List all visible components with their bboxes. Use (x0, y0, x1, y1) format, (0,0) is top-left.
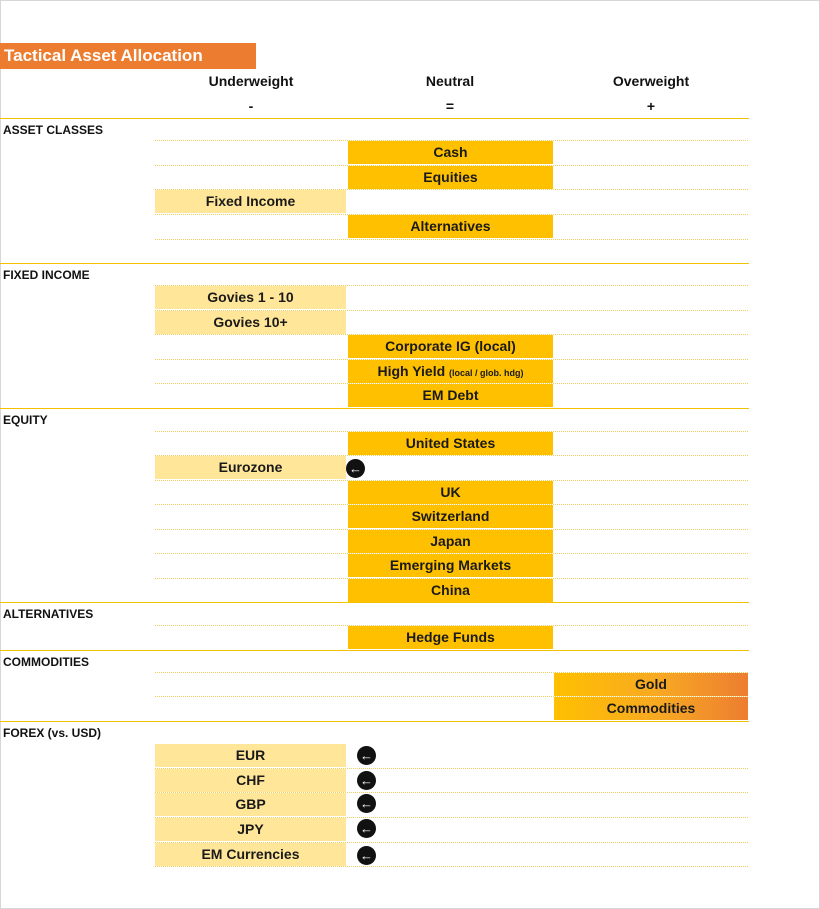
allocation-united-states: United States (348, 432, 553, 455)
allocation-gold: Gold (554, 673, 748, 696)
high-yield-note: (local / glob. hdg) (449, 368, 524, 378)
arrow-left-circle-icon: ← (357, 846, 376, 865)
column-sign-overweight: + (646, 98, 656, 114)
section-separator (0, 408, 749, 409)
arrow-left-circle-icon: ← (357, 746, 376, 765)
arrow-left-circle-icon: ← (357, 794, 376, 813)
allocation-govies-1-10: Govies 1 - 10 (155, 286, 346, 309)
allocation-eur: EUR (155, 744, 346, 767)
section-separator (0, 650, 749, 651)
section-label-commodities: COMMODITIES (3, 655, 89, 669)
row-guide-line (155, 866, 748, 867)
arrow-left-circle-icon: ← (346, 459, 365, 478)
section-label-fixed-income: FIXED INCOME (3, 268, 90, 282)
allocation-fixed-income: Fixed Income (155, 190, 346, 213)
row-guide-line (155, 239, 748, 240)
arrow-left-circle-icon: ← (357, 771, 376, 790)
allocation-uk: UK (348, 481, 553, 504)
section-label-asset-classes: ASSET CLASSES (3, 123, 104, 137)
allocation-em-debt: EM Debt (348, 384, 553, 407)
section-separator (0, 602, 749, 603)
section-label-equity: EQUITY (3, 413, 48, 427)
page-title: Tactical Asset Allocation (0, 43, 256, 69)
allocation-equities: Equities (348, 166, 553, 189)
allocation-em-currencies: EM Currencies (155, 843, 346, 866)
section-label-alternatives: ALTERNATIVES (3, 607, 94, 621)
column-header-neutral: Neutral (425, 73, 475, 89)
column-sign-neutral: = (445, 98, 455, 114)
allocation-govies-10-plus: Govies 10+ (155, 311, 346, 334)
high-yield-label: High Yield (377, 363, 446, 379)
allocation-gbp: GBP (155, 793, 346, 816)
allocation-corporate-ig: Corporate IG (local) (348, 335, 553, 358)
allocation-jpy: JPY (155, 818, 346, 841)
allocation-emerging-markets: Emerging Markets (348, 554, 553, 577)
allocation-alternatives: Alternatives (348, 215, 553, 238)
section-separator (0, 721, 749, 722)
section-separator (0, 118, 749, 119)
allocation-high-yield (348, 360, 553, 383)
allocation-switzerland: Switzerland (348, 505, 553, 528)
section-separator (0, 263, 749, 264)
column-header-underweight: Underweight (208, 73, 294, 89)
allocation-chf: CHF (155, 769, 346, 792)
allocation-hedge-funds: Hedge Funds (348, 626, 553, 649)
column-sign-underweight: - (248, 98, 254, 114)
allocation-china: China (348, 579, 553, 602)
allocation-commodities: Commodities (554, 697, 748, 720)
allocation-cash: Cash (348, 141, 553, 164)
arrow-left-circle-icon: ← (357, 819, 376, 838)
allocation-japan: Japan (348, 530, 553, 553)
column-header-overweight: Overweight (612, 73, 690, 89)
allocation-eurozone: Eurozone (155, 456, 346, 479)
section-label-forex: FOREX (vs. USD) (3, 726, 102, 740)
